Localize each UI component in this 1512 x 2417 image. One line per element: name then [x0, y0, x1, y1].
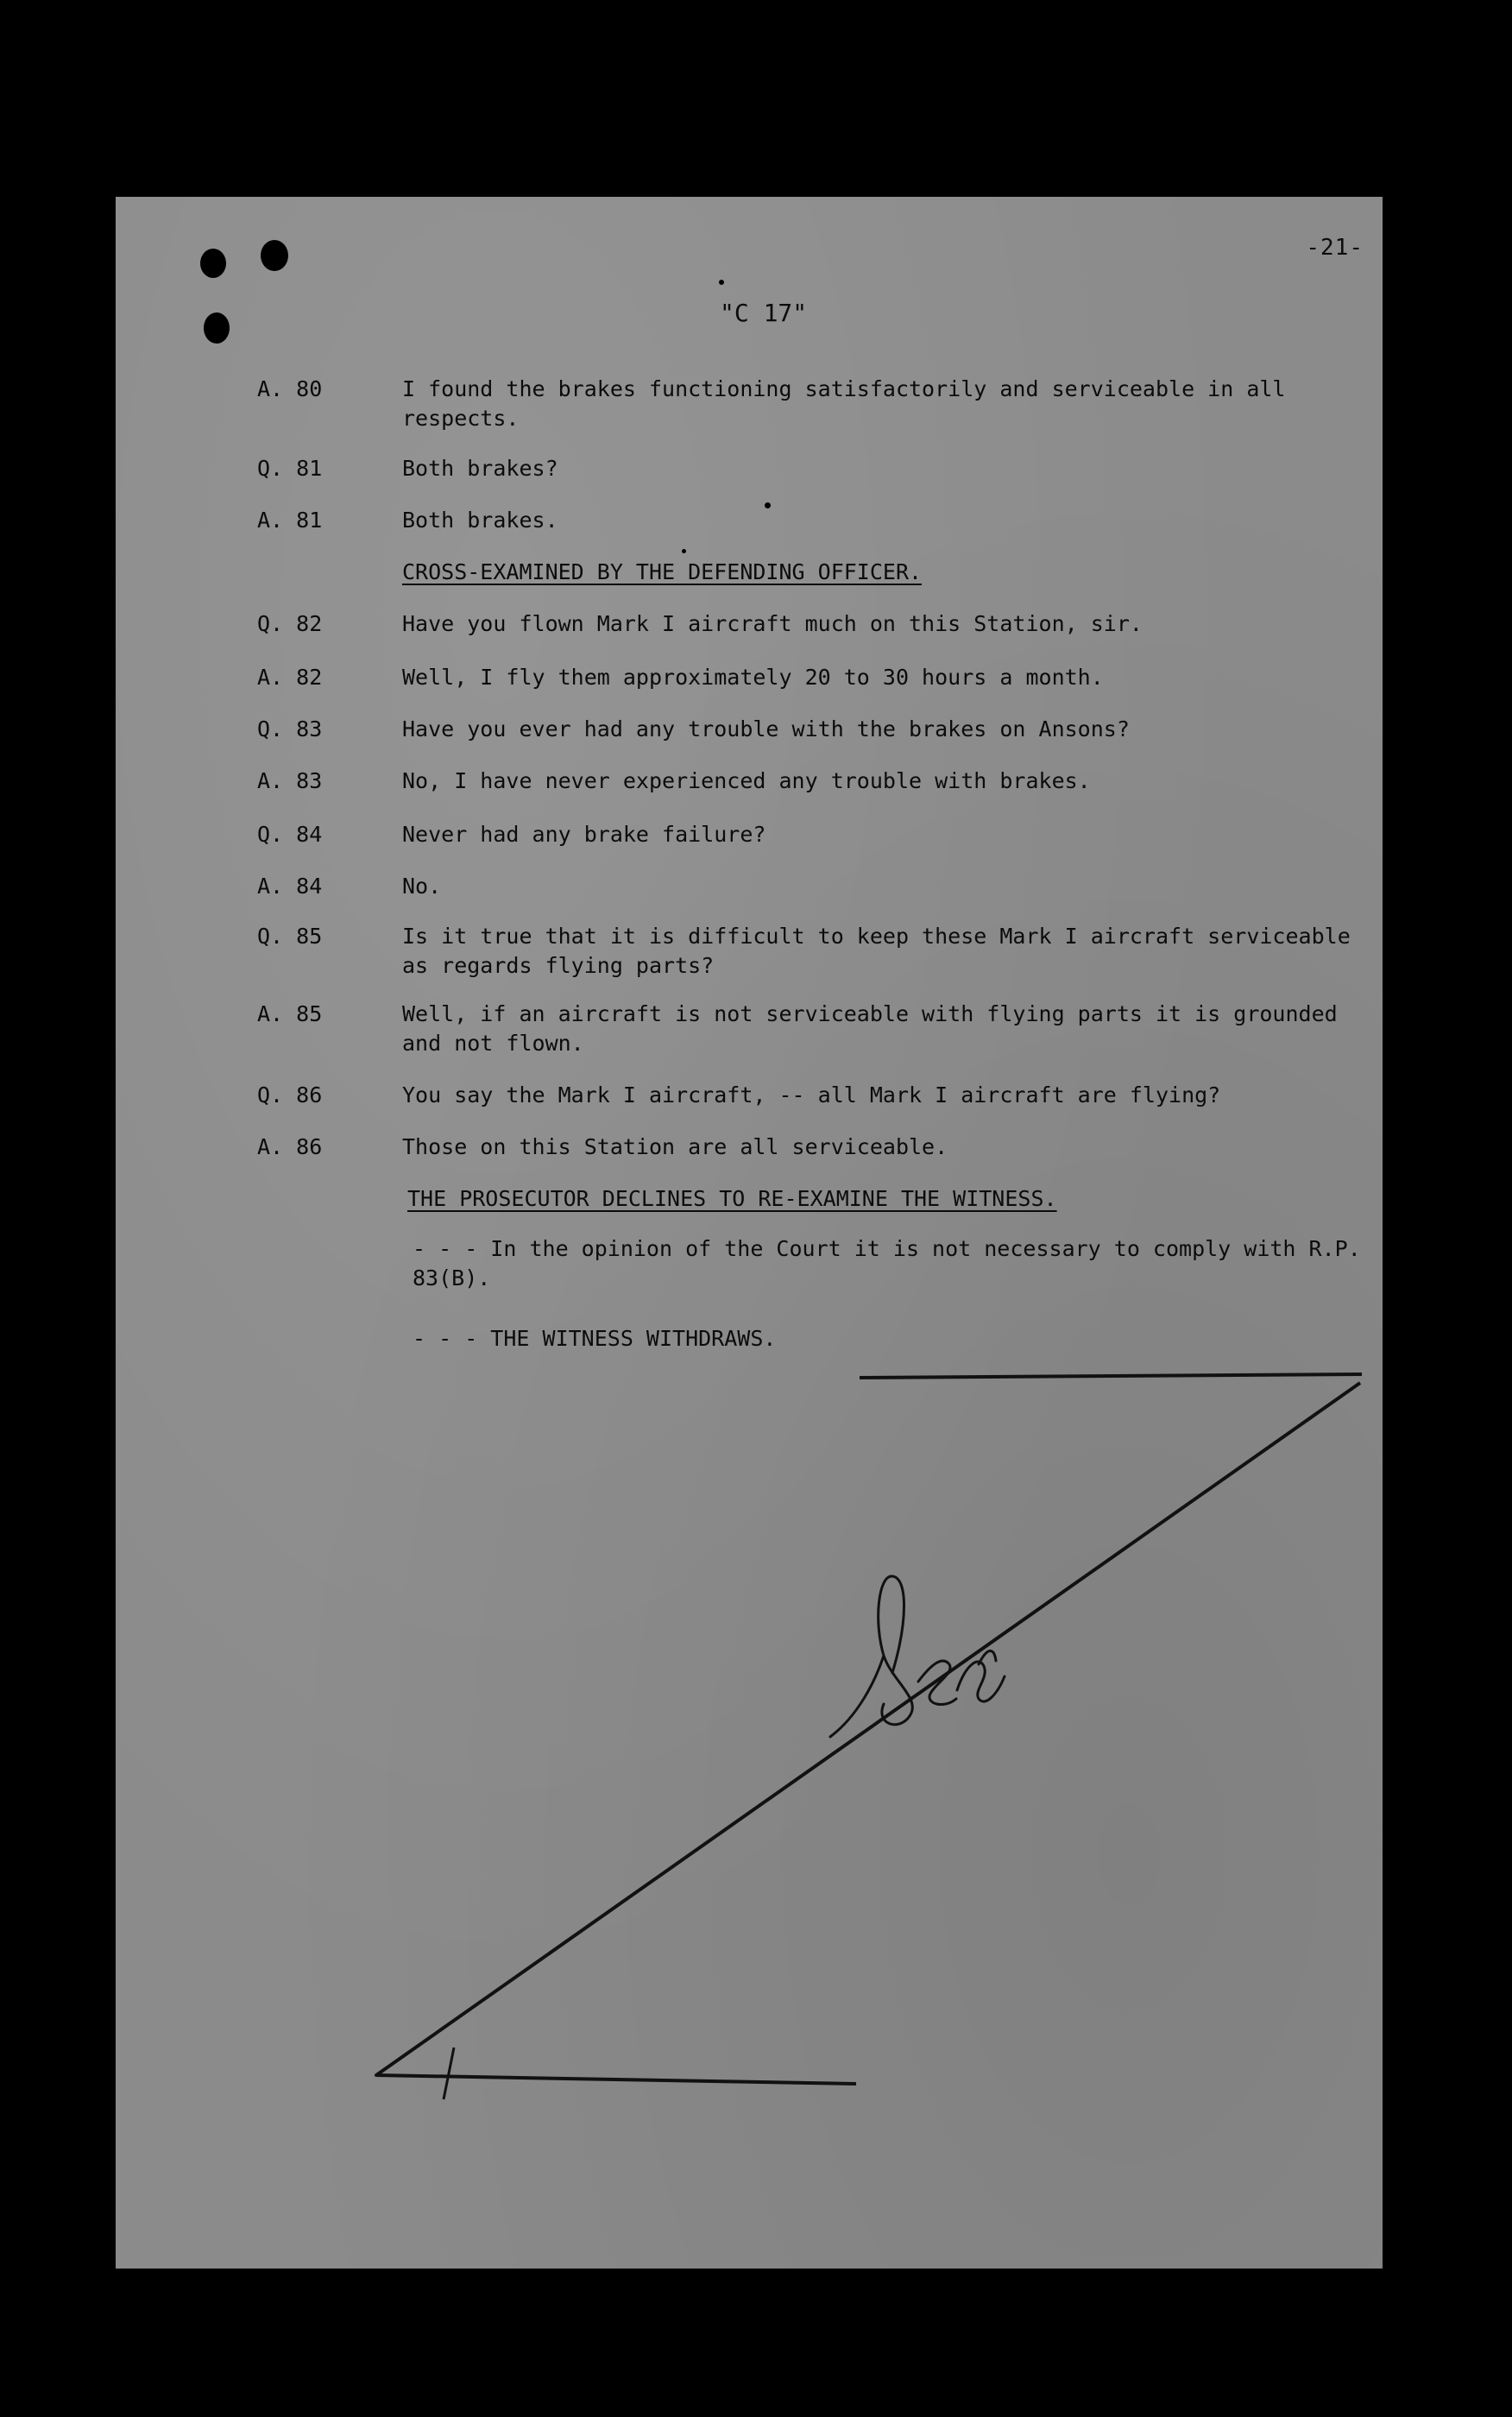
entry-label: Q. 81 [257, 456, 323, 481]
entry-text: Never had any brake failure? [402, 822, 766, 847]
entry-label: Q. 85 [257, 924, 323, 949]
cancellation-triangle [376, 1383, 1360, 2084]
entry-text: Have you ever had any trouble with the brakes on Ansons? [402, 716, 1130, 742]
page-number: -21- [1306, 235, 1364, 261]
document-reference: "C 17" [720, 299, 808, 327]
entry-label: Q. 82 [257, 611, 323, 636]
entry-text: Both brakes. [402, 508, 558, 533]
entry-label: A. 80 [257, 376, 323, 401]
cancellation-tick [444, 2048, 454, 2099]
court-note: - - - In the opinion of the Court it is not necessary to comply with R.P. 83(B). [413, 1236, 1361, 1291]
entry-label: Q. 83 [257, 716, 323, 742]
ink-smudge [719, 280, 724, 285]
entry-text: Those on this Station are all serviceable. [402, 1134, 948, 1159]
entry-text: Well, if an aircraft is not serviceable with flying parts it is grounded and not flown. [402, 1001, 1338, 1056]
cross-examined-heading: CROSS-EXAMINED BY THE DEFENDING OFFICER. [402, 559, 923, 584]
cancellation-marks [116, 197, 1383, 2269]
entry-text: Is it true that it is difficult to keep these Mark I aircraft serviceable as regards flying parts? [402, 924, 1351, 978]
entry-text: No. [402, 874, 442, 899]
withdraw-note: - - - THE WITNESS WITHDRAWS. [413, 1326, 777, 1351]
entry-text: Well, I fly them approximately 20 to 30 hours a month. [402, 665, 1104, 690]
prosecutor-heading: THE PROSECUTOR DECLINES TO RE-EXAMINE THE WITNESS. [407, 1186, 1057, 1211]
entry-label: A. 82 [257, 665, 323, 690]
entry-label: A. 86 [257, 1134, 323, 1159]
entry-text: No, I have never experienced any trouble with brakes. [402, 768, 1091, 793]
ink-smudge [682, 549, 686, 553]
entry-label: Q. 86 [257, 1082, 323, 1108]
signature-underline [860, 1374, 1362, 1378]
handwritten-initials [830, 1576, 1005, 1737]
entry-label: A. 83 [257, 768, 323, 793]
ink-smudge [765, 502, 771, 508]
entry-label: A. 81 [257, 508, 323, 533]
entry-text: Both brakes? [402, 456, 558, 481]
entry-label: Q. 84 [257, 822, 323, 847]
document-page [116, 197, 1383, 2269]
entry-label: A. 85 [257, 1001, 323, 1026]
entry-text: I found the brakes functioning satisfactorily and serviceable in all respects. [402, 376, 1286, 431]
entry-text: Have you flown Mark I aircraft much on this Station, sir. [402, 611, 1143, 636]
entry-text: You say the Mark I aircraft, -- all Mark I aircraft are flying? [402, 1082, 1221, 1108]
entry-label: A. 84 [257, 874, 323, 899]
